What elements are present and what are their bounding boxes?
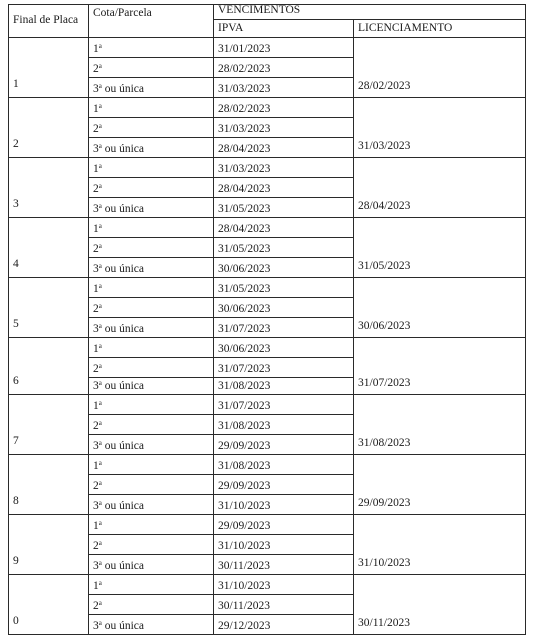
- cota-cell: 2$^a$: [89, 177, 214, 197]
- cota-cell: 1$^a$: [89, 574, 214, 594]
- ipva-date-cell: 28/04/2023: [214, 177, 354, 197]
- final-placa-cell: 2: [9, 97, 89, 157]
- table-row: [9, 394, 526, 414]
- final-placa-cell: 8: [9, 454, 89, 514]
- cota-cell: 2$^a$: [89, 357, 214, 377]
- ipva-date-cell: 30/06/2023: [214, 337, 354, 357]
- cota-cell: 2$^a$: [89, 594, 214, 614]
- ipva-date-cell: 29/09/2023: [214, 434, 354, 454]
- licenciamento-date-cell: 30/06/2023: [354, 277, 526, 337]
- ipva-date-cell: 30/11/2023: [214, 594, 354, 614]
- cota-cell: 2$^a$: [89, 117, 214, 137]
- licenciamento-date-cell: 31/07/2023: [354, 337, 526, 394]
- final-placa-cell: 5: [9, 277, 89, 337]
- cota-cell: 1$^a$: [89, 97, 214, 117]
- licenciamento-header: LICENCIAMENTO: [354, 19, 526, 37]
- ipva-date-cell: 29/12/2023: [214, 614, 354, 634]
- cota-cell: 1$^a$: [89, 277, 214, 297]
- final-placa-cell: 0: [9, 574, 89, 634]
- ipva-date-cell: 28/02/2023: [214, 97, 354, 117]
- licenciamento-date-cell: 28/02/2023: [354, 37, 526, 97]
- ipva-date-cell: 31/03/2023: [214, 77, 354, 97]
- licenciamento-date-cell: 31/10/2023: [354, 514, 526, 574]
- final-placa-cell: 1: [9, 37, 89, 97]
- cota-cell: 1$^a$: [89, 217, 214, 237]
- ipva-date-cell: 31/01/2023: [214, 37, 354, 57]
- ipva-date-cell: 31/08/2023: [214, 377, 354, 394]
- table-row: [9, 574, 526, 594]
- header-row-1: [9, 5, 526, 20]
- licenciamento-date-cell: 28/04/2023: [354, 157, 526, 217]
- ipva-date-cell: 31/07/2023: [214, 317, 354, 337]
- cota-header: Cota/Parcela: [89, 5, 214, 38]
- cota-cell: 2$^a$: [89, 297, 214, 317]
- ipva-date-cell: 30/11/2023: [214, 554, 354, 574]
- final-header: Final de Placa: [9, 5, 89, 38]
- cota-cell: 3$^a$ ou única: [89, 434, 214, 454]
- ipva-date-cell: 31/10/2023: [214, 574, 354, 594]
- cota-cell: 3$^a$ ou única: [89, 317, 214, 337]
- table-row: [9, 454, 526, 474]
- ipva-schedule-table: [8, 4, 526, 635]
- cota-cell: 3$^a$ ou única: [89, 494, 214, 514]
- ipva-date-cell: 31/05/2023: [214, 277, 354, 297]
- final-placa-cell: 4: [9, 217, 89, 277]
- table-row: [9, 97, 526, 117]
- final-placa-cell: 7: [9, 394, 89, 454]
- cota-cell: 3$^a$ ou única: [89, 554, 214, 574]
- cota-cell: 2$^a$: [89, 237, 214, 257]
- licenciamento-date-cell: 31/05/2023: [354, 217, 526, 277]
- cota-cell: 1$^a$: [89, 394, 214, 414]
- final-placa-cell: 9: [9, 514, 89, 574]
- ipva-date-cell: 31/07/2023: [214, 394, 354, 414]
- ipva-date-cell: 31/07/2023: [214, 357, 354, 377]
- ipva-date-cell: 31/10/2023: [214, 494, 354, 514]
- cota-cell: 1$^a$: [89, 514, 214, 534]
- cota-cell: 2$^a$: [89, 534, 214, 554]
- table-row: [9, 514, 526, 534]
- table-row: [9, 37, 526, 57]
- table-row: [9, 277, 526, 297]
- cota-cell: 3$^a$ ou única: [89, 137, 214, 157]
- ipva-date-cell: 31/05/2023: [214, 237, 354, 257]
- ipva-date-cell: 31/10/2023: [214, 534, 354, 554]
- final-placa-cell: 6: [9, 337, 89, 394]
- cota-cell: 1$^a$: [89, 157, 214, 177]
- cota-cell: 1$^a$: [89, 37, 214, 57]
- licenciamento-date-cell: 30/11/2023: [354, 574, 526, 634]
- licenciamento-date-cell: 29/09/2023: [354, 454, 526, 514]
- ipva-date-cell: 31/08/2023: [214, 454, 354, 474]
- licenciamento-date-cell: 31/08/2023: [354, 394, 526, 454]
- ipva-date-cell: 30/06/2023: [214, 257, 354, 277]
- table-row: [9, 337, 526, 357]
- ipva-date-cell: 29/09/2023: [214, 474, 354, 494]
- cota-cell: 2$^a$: [89, 57, 214, 77]
- ipva-date-cell: 28/04/2023: [214, 217, 354, 237]
- vencimentos-header: VENCIMENTOS: [214, 5, 526, 20]
- cota-cell: 3$^a$ ou única: [89, 257, 214, 277]
- cota-cell: 1$^a$: [89, 337, 214, 357]
- ipva-date-cell: 31/08/2023: [214, 414, 354, 434]
- table-row: [9, 157, 526, 177]
- table-row: [9, 217, 526, 237]
- licenciamento-date-cell: 31/03/2023: [354, 97, 526, 157]
- ipva-date-cell: 31/03/2023: [214, 117, 354, 137]
- ipva-header: IPVA: [214, 19, 354, 37]
- cota-cell: 2$^a$: [89, 474, 214, 494]
- ipva-date-cell: 30/06/2023: [214, 297, 354, 317]
- ipva-date-cell: 31/03/2023: [214, 157, 354, 177]
- cota-cell: 3$^a$ ou única: [89, 614, 214, 634]
- ipva-date-cell: 28/04/2023: [214, 137, 354, 157]
- cota-cell: 1$^a$: [89, 454, 214, 474]
- final-placa-cell: 3: [9, 157, 89, 217]
- cota-cell: 3$^a$ ou única: [89, 197, 214, 217]
- ipva-date-cell: 28/02/2023: [214, 57, 354, 77]
- schedule-body: [9, 37, 526, 634]
- cota-cell: 2$^a$: [89, 414, 214, 434]
- cota-cell: 3$^a$ ou única: [89, 77, 214, 97]
- cota-cell: 3$^a$ ou única: [89, 377, 214, 394]
- ipva-date-cell: 31/05/2023: [214, 197, 354, 217]
- ipva-date-cell: 29/09/2023: [214, 514, 354, 534]
